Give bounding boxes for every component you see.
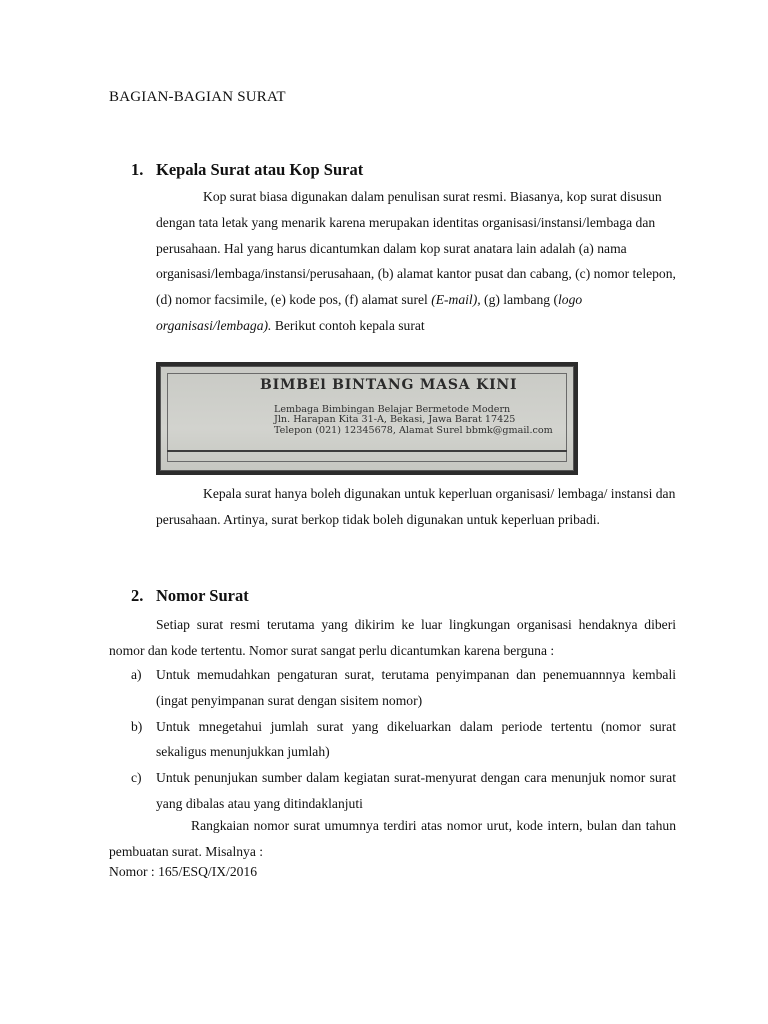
list-item	[131, 714, 676, 766]
section2-number: 2.	[131, 586, 144, 605]
kop-address: Jln. Harapan Kita 31-A, Bekasi, Jawa Barat 17425	[274, 414, 516, 425]
example-number: Nomor : 165/ESQ/IX/2016	[109, 864, 258, 879]
document-title: BAGIAN-BAGIAN SURAT	[109, 89, 286, 105]
section1-paragraph2: Kepala surat hanya boleh digunakan untuk keperluan organisasi/ lembaga/ instansi dan perusahaan. Artinya, surat berkop tidak boleh digunakan untuk keperluan pribadi.	[156, 486, 676, 527]
para1-email-italic: (E-mail),	[431, 292, 481, 308]
section2-heading	[131, 586, 249, 606]
section1-heading-text: Kepala Surat atau Kop Surat	[156, 160, 364, 179]
kop-contact: Telepon (021) 12345678, Alamat Surel bbmk@gmail.com	[274, 425, 553, 436]
list-item	[131, 662, 676, 714]
list-item	[131, 765, 676, 817]
list-marker: a)	[131, 667, 142, 682]
section1-heading	[131, 160, 363, 180]
section2-paragraph2: Rangkaian nomor surat umumnya terdiri atas nomor urut, kode intern, bulan dan tahun pembuatan surat. Misalnya :	[109, 818, 676, 859]
kop-divider	[167, 450, 567, 452]
section1-paragraph1	[156, 184, 676, 339]
para1-logo-italic: logo organisasi/lembaga).	[156, 292, 583, 333]
para1-end: Berikut contoh kepala surat	[274, 317, 425, 333]
list-marker: c)	[131, 770, 142, 786]
list-item-text: Untuk memudahkan pengaturan surat, terutama penyimpanan dan penemuannnya kembali (ingat penyimpanan surat dengan sisitem nomor)	[156, 667, 676, 708]
list-item-text: Untuk penunjukan sumber dalam kegiatan surat-menyurat dengan cara menunjuk nomor surat yang dibalas atau yang ditindaklanjuti	[156, 770, 676, 811]
kop-surat-example-image	[156, 362, 578, 475]
list-item-text: Untuk mnegetahui jumlah surat yang dikeluarkan dalam periode tertentu (nomor surat sekaligus menunjukkan jumlah)	[156, 718, 676, 760]
kop-organization-name: BIMBEl BINTANG MASA KINI	[260, 377, 518, 393]
para1-middle: (g) lambang (	[484, 292, 559, 308]
purpose-list	[131, 662, 676, 817]
para1-text: Kop surat biasa digunakan dalam penulisan surat resmi. Biasanya, kop surat disusun dengan tata letak yang menarik karena merupakan identitas organisasi/instansi/lembaga dan perusahaan. Hal yang harus dicantumkan dalam kop surat anatara lain adalah (a) nama organisasi/lembaga/instansi/perusahaan, (b) alamat kantor pusat dan cabang, (c) nomor telepon, (d) nomor facsimile, (e) kode pos, (f) alamat surel	[156, 189, 676, 308]
kop-tagline: Lembaga Bimbingan Belajar Bermetode Modern	[274, 404, 511, 415]
section2-heading-text: Nomor Surat	[156, 586, 249, 605]
kop-paper	[160, 366, 574, 471]
list-marker: b)	[131, 718, 143, 734]
section2-paragraph1: Setiap surat resmi terutama yang dikirim ke luar lingkungan organisasi hendaknya diberi nomor dan kode tertentu. Nomor surat sangat perlu dicantumkan karena berguna :	[109, 617, 676, 658]
section1-number: 1.	[131, 160, 144, 179]
